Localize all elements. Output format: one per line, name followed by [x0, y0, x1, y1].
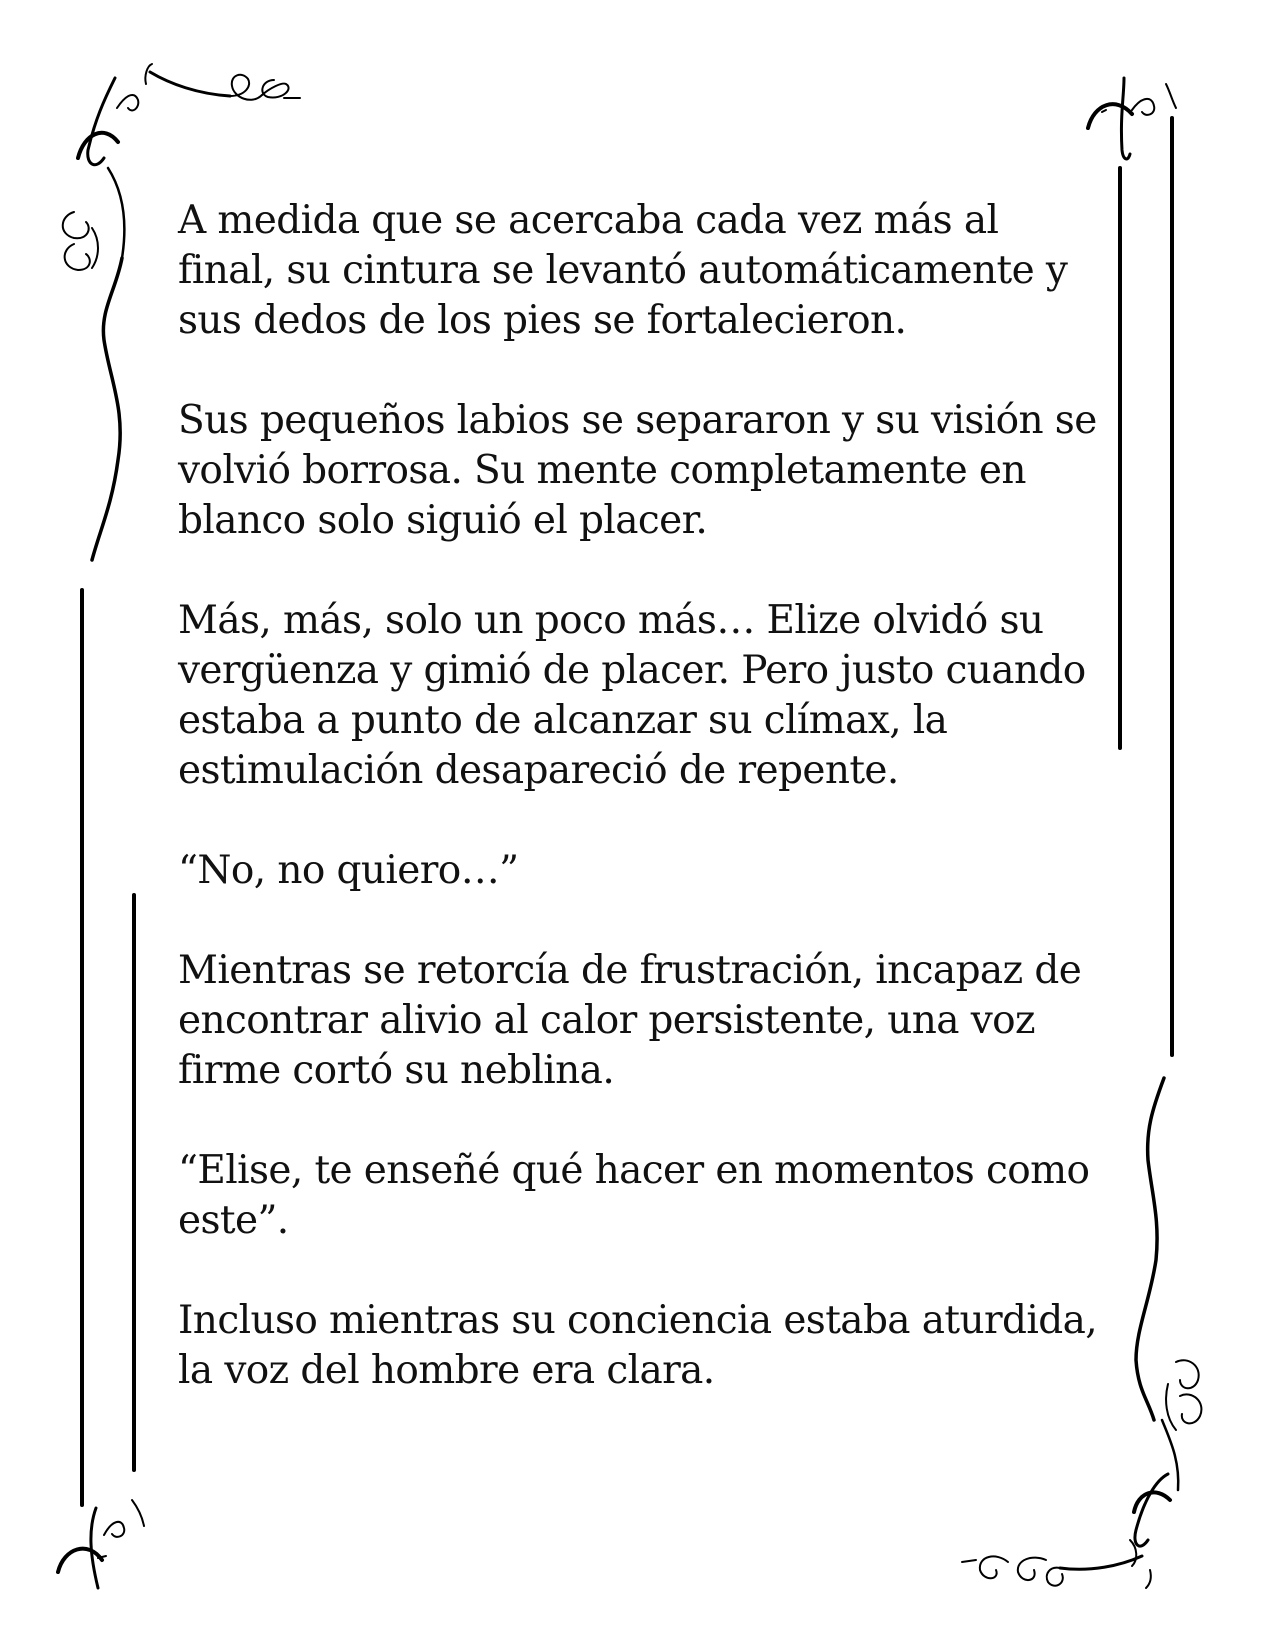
text-line: la voz del hombre era clara.	[178, 1348, 715, 1393]
left-swash-line	[92, 258, 122, 560]
paragraph	[178, 196, 1113, 346]
text-line: estimulación desapareció de repente.	[178, 748, 899, 793]
bottom-left-flourish-ornament	[58, 1500, 144, 1588]
text-line: este”.	[178, 1198, 289, 1243]
text-line: estaba a punto de alcanzar su clímax, la	[178, 698, 948, 743]
text-line: Más, más, solo un poco más… Elize olvidó su	[178, 598, 1044, 643]
text-line: firme cortó su neblina.	[178, 1048, 615, 1093]
body-text	[178, 196, 1113, 1446]
text-line: vergüenza y gimió de placer. Pero justo cuando	[178, 648, 1086, 693]
text-line: A medida que se acercaba cada vez más al	[178, 198, 999, 243]
text-line: Incluso mientras su conciencia estaba aturdida,	[178, 1298, 1098, 1343]
text-line: Sus pequeños labios se separaron y su visión se	[178, 398, 1097, 443]
right-swash-line	[1136, 1078, 1164, 1420]
paragraph	[178, 596, 1113, 796]
paragraph	[178, 1296, 1113, 1396]
text-line: Mientras se retorcía de frustración, incapaz de	[178, 948, 1082, 993]
dialogue-paragraph	[178, 846, 1113, 896]
text-line: “Elise, te enseñé qué hacer en momentos como	[178, 1148, 1090, 1193]
text-line: volvió borrosa. Su mente completamente en	[178, 448, 1026, 493]
text-line: sus dedos de los pies se fortalecieron.	[178, 298, 907, 343]
dialogue-paragraph	[178, 1146, 1113, 1246]
text-line: encontrar alivio al calor persistente, una voz	[178, 998, 1035, 1043]
text-line: blanco solo siguió el placer.	[178, 498, 708, 543]
top-right-flourish-ornament	[1088, 78, 1176, 159]
text-line: “No, no quiero…”	[178, 848, 519, 893]
paragraph	[178, 396, 1113, 546]
text-line: final, su cintura se levantó automáticamente y	[178, 248, 1068, 293]
paragraph	[178, 946, 1113, 1096]
